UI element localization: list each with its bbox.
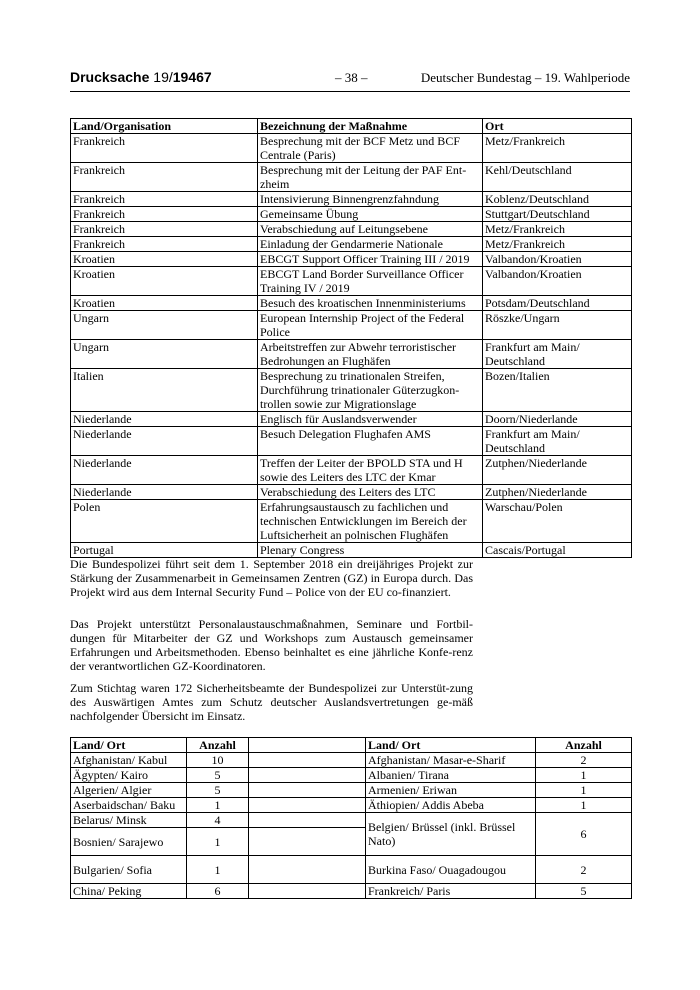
measure-cell: Arbeitstreffen zur Abwehr terroristischer Bedrohungen an Flughäfen [258, 340, 483, 369]
table-row [71, 543, 632, 558]
country-cell: Ungarn [71, 340, 258, 369]
country-cell: Frankreich [71, 192, 258, 207]
country-cell: Frankreich [71, 163, 258, 192]
column-header: Anzahl [187, 738, 249, 753]
count-cell: 2 [536, 856, 632, 884]
spacer-cell [249, 828, 366, 856]
location-cell: Bosnien/ Sarajewo [71, 828, 187, 856]
paragraph-project: Die Bundespolizei führt seit dem 1. September 2018 ein dreijähriges Projekt zur Stärkung der Zusammenarbeit in Gemeinsamen Zentren (GZ) in Europa durch. Das Projekt wird aus dem Internal Security Fund – Police von der EU co-finanziert. [70, 557, 473, 599]
table-row [71, 163, 632, 192]
country-cell: Niederlande [71, 427, 258, 456]
location-cell: Koblenz/Deutschland [483, 192, 632, 207]
measure-cell: Englisch für Auslandsverwender [258, 412, 483, 427]
location-cell: Belarus/ Minsk [71, 813, 187, 828]
country-cell: Portugal [71, 543, 258, 558]
location-cell: Albanien/ Tirana [366, 768, 536, 783]
location-cell: Cascais/Portugal [483, 543, 632, 558]
location-cell: Valbandon/Kroatien [483, 252, 632, 267]
table-row [71, 252, 632, 267]
page-number: – 38 – [335, 70, 368, 85]
location-cell: Stuttgart/Deutschland [483, 207, 632, 222]
count-cell: 1 [187, 798, 249, 813]
location-cell: Metz/Frankreich [483, 237, 632, 252]
measure-cell: Intensivierung Binnengrenzfahndung [258, 192, 483, 207]
table-row [71, 753, 632, 768]
location-cell: Metz/Frankreich [483, 222, 632, 237]
measure-cell: Verabschiedung auf Leitungsebene [258, 222, 483, 237]
publisher: Deutscher Bundestag – 19. Wahlperiode [420, 70, 630, 85]
paragraph-deployment: Zum Stichtag waren 172 Sicherheitsbeamte der Bundespolizei zur Unterstüt-zung des Auswärtigen Amtes zum Schutz deutscher Auslandsvertretungen ge-mäß nachfolgender Übersicht im Einsatz. [70, 681, 473, 723]
count-cell: 4 [187, 813, 249, 828]
spacer-cell [249, 856, 366, 884]
country-cell: Frankreich [71, 134, 258, 163]
count-cell: 5 [187, 768, 249, 783]
location-cell: Zutphen/Niederlande [483, 485, 632, 500]
table-header-row [71, 738, 632, 753]
table-row [71, 485, 632, 500]
measure-cell: Plenary Congress [258, 543, 483, 558]
paragraph-support: Das Projekt unterstützt Personalaustauschmaßnahmen, Seminare und Fortbil-dungen für Mitarbeiter der GZ und Workshops zum Austausch gemeinsamer Erfahrungen und Arbeitsmethoden. Ebenso beinhaltet es eine jährliche Konfe-renz der verantwortlichen GZ-Koordinatoren. [70, 617, 473, 673]
location-cell: Armenien/ Eriwan [366, 783, 536, 798]
count-cell: 6 [536, 813, 632, 856]
measure-cell: EBCGT Land Border Surveillance Officer Training IV / 2019 [258, 267, 483, 296]
table-row [71, 192, 632, 207]
count-cell: 1 [536, 768, 632, 783]
table-row [71, 207, 632, 222]
location-cell: Äthiopien/ Addis Abeba [366, 798, 536, 813]
measure-cell: Erfahrungsaustausch zu fachlichen und technischen Entwicklungen im Bereich der Luftsicherheit an polnischen Flughäfen [258, 500, 483, 543]
location-cell: Valbandon/Kroatien [483, 267, 632, 296]
measure-cell: Gemeinsame Übung [258, 207, 483, 222]
country-cell: Niederlande [71, 485, 258, 500]
column-header: Land/ Ort [71, 738, 187, 753]
country-cell: Kroatien [71, 267, 258, 296]
table-row [71, 340, 632, 369]
table-row [71, 412, 632, 427]
count-cell: 1 [187, 856, 249, 884]
measures-table [70, 118, 632, 558]
table-row [71, 311, 632, 340]
table-row [71, 456, 632, 485]
deployment-table [70, 737, 632, 899]
table-row [71, 296, 632, 311]
location-cell: Warschau/Polen [483, 500, 632, 543]
country-cell: Niederlande [71, 456, 258, 485]
table-row [71, 813, 632, 828]
location-cell: Aserbaidschan/ Baku [71, 798, 187, 813]
location-cell: Metz/Frankreich [483, 134, 632, 163]
table-row [71, 884, 632, 899]
table-row [71, 267, 632, 296]
spacer-cell [249, 783, 366, 798]
measure-cell: Besprechung mit der BCF Metz und BCF Centrale (Paris) [258, 134, 483, 163]
location-cell: Bulgarien/ Sofia [71, 856, 187, 884]
country-cell: Frankreich [71, 237, 258, 252]
table-row [71, 783, 632, 798]
measure-cell: Besprechung zu trinationalen Streifen, Durchführung trinationaler Güterzugkon-trollen sowie zur Migrationslage [258, 369, 483, 412]
spacer-cell [249, 813, 366, 828]
count-cell: 10 [187, 753, 249, 768]
location-cell: Algerien/ Algier [71, 783, 187, 798]
location-cell: Zutphen/Niederlande [483, 456, 632, 485]
count-cell: 1 [187, 828, 249, 856]
table-header-row [71, 119, 632, 134]
location-cell: Doorn/Niederlande [483, 412, 632, 427]
location-cell: Burkina Faso/ Ouagadougou [366, 856, 536, 884]
document-number: Drucksache 19/19467 [70, 69, 212, 85]
spacer-cell [249, 753, 366, 768]
spacer-cell [249, 798, 366, 813]
count-cell: 5 [187, 783, 249, 798]
measure-cell: Verabschiedung des Leiters des LTC [258, 485, 483, 500]
location-cell: Ägypten/ Kairo [71, 768, 187, 783]
country-cell: Frankreich [71, 207, 258, 222]
spacer-column [249, 738, 366, 753]
location-cell: Bozen/Italien [483, 369, 632, 412]
count-cell: 6 [187, 884, 249, 899]
location-cell: Frankreich/ Paris [366, 884, 536, 899]
country-cell: Ungarn [71, 311, 258, 340]
country-cell: Kroatien [71, 296, 258, 311]
count-cell: 1 [536, 783, 632, 798]
column-header: Land/Organisation [71, 119, 258, 134]
country-cell: Italien [71, 369, 258, 412]
count-cell: 1 [536, 798, 632, 813]
measure-cell: Einladung der Gendarmerie Nationale [258, 237, 483, 252]
count-cell: 2 [536, 753, 632, 768]
table-row [71, 427, 632, 456]
header-rule [70, 91, 630, 92]
measure-cell: Besuch Delegation Flughafen AMS [258, 427, 483, 456]
location-cell: Frankfurt am Main/ Deutschland [483, 427, 632, 456]
location-cell: China/ Peking [71, 884, 187, 899]
location-cell: Afghanistan/ Kabul [71, 753, 187, 768]
table-row [71, 798, 632, 813]
table-row [71, 369, 632, 412]
country-cell: Polen [71, 500, 258, 543]
table-row [71, 500, 632, 543]
count-cell: 5 [536, 884, 632, 899]
measure-cell: European Internship Project of the Federal Police [258, 311, 483, 340]
country-cell: Kroatien [71, 252, 258, 267]
location-cell: Potsdam/Deutschland [483, 296, 632, 311]
location-cell: Belgien/ Brüssel (inkl. Brüssel Nato) [366, 813, 536, 856]
table-row [71, 768, 632, 783]
measure-cell: Besprechung mit der Leitung der PAF Ent-zheim [258, 163, 483, 192]
table-row [71, 237, 632, 252]
column-header: Bezeichnung der Maßnahme [258, 119, 483, 134]
measure-cell: Besuch des kroatischen Innenministeriums [258, 296, 483, 311]
location-cell: Afghanistan/ Masar-e-Sharif [366, 753, 536, 768]
spacer-cell [249, 768, 366, 783]
location-cell: Frankfurt am Main/ Deutschland [483, 340, 632, 369]
measure-cell: Treffen der Leiter der BPOLD STA und H sowie des Leiters des LTC der Kmar [258, 456, 483, 485]
spacer-cell [249, 884, 366, 899]
column-header: Ort [483, 119, 632, 134]
column-header: Anzahl [536, 738, 632, 753]
country-cell: Niederlande [71, 412, 258, 427]
country-cell: Frankreich [71, 222, 258, 237]
location-cell: Röszke/Ungarn [483, 311, 632, 340]
table-row [71, 856, 632, 884]
table-row [71, 134, 632, 163]
page-header [70, 69, 630, 89]
measure-cell: EBCGT Support Officer Training III / 2019 [258, 252, 483, 267]
table-row [71, 222, 632, 237]
location-cell: Kehl/Deutschland [483, 163, 632, 192]
column-header: Land/ Ort [366, 738, 536, 753]
